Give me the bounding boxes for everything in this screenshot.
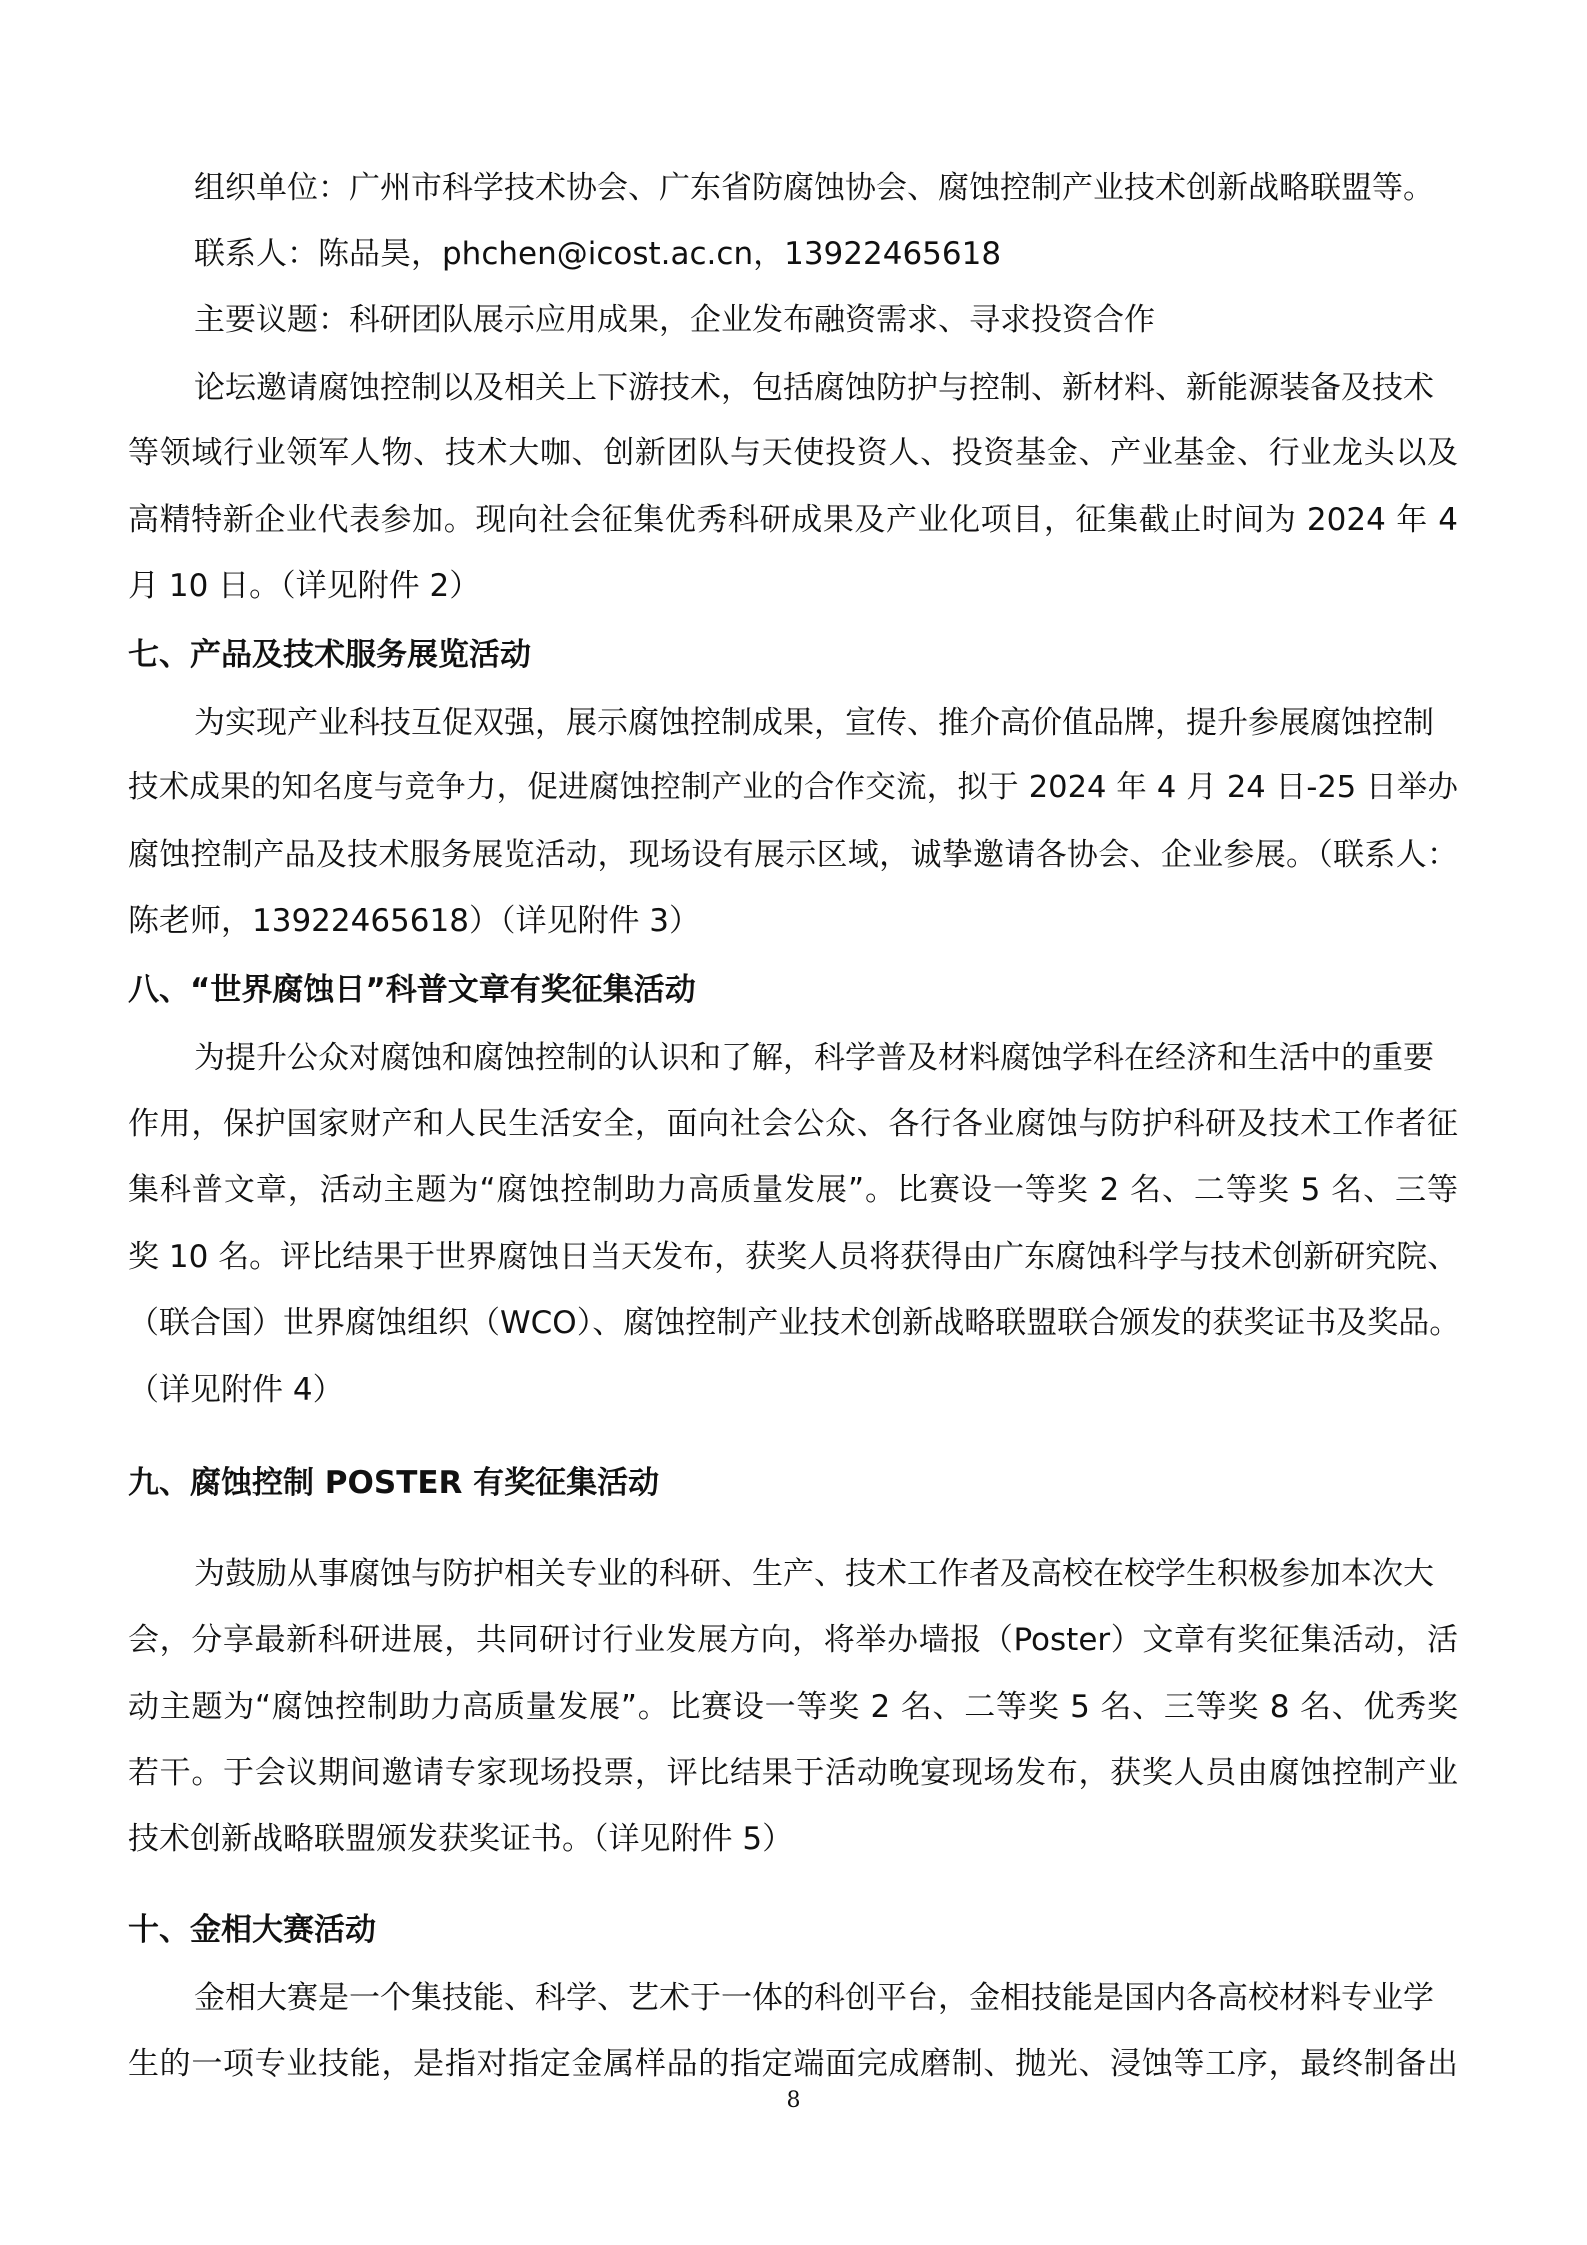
section-heading-8: 八、“世界腐蚀日”科普文章有奖征集活动 bbox=[128, 972, 696, 1008]
paragraph-line: 会，分享最新科研进展，共同研讨行业发展方向，将举办墙报（Poster）文章有奖征集活动，活 bbox=[128, 1622, 1458, 1658]
paragraph-line: （联合国）世界腐蚀组织（WCO）、腐蚀控制产业技术创新战略联盟联合颁发的获奖证书及奖品。 bbox=[128, 1305, 1461, 1341]
paragraph-line: 作用，保护国家财产和人民生活安全，面向社会公众、各行各业腐蚀与防护科研及技术工作者征 bbox=[128, 1106, 1458, 1142]
paragraph-line: 若干。于会议期间邀请专家现场投票，评比结果于活动晚宴现场发布，获奖人员由腐蚀控制产业 bbox=[128, 1755, 1458, 1791]
paragraph-line: 月 10 日。（详见附件 2） bbox=[128, 568, 481, 604]
paragraph-line: 腐蚀控制产品及技术服务展览活动，现场设有展示区域，诚挚邀请各协会、企业参展。（联系人： bbox=[128, 837, 1458, 873]
paragraph-line: 为提升公众对腐蚀和腐蚀控制的认识和了解，科学普及材料腐蚀学科在经济和生活中的重要 bbox=[194, 1040, 1434, 1076]
paragraph-line: 奖 10 名。评比结果于世界腐蚀日当天发布，获奖人员将获得由广东腐蚀科学与技术创新研究院、 bbox=[128, 1239, 1459, 1275]
paragraph-line: （详见附件 4） bbox=[128, 1372, 344, 1408]
section-heading-10: 十、金相大赛活动 bbox=[128, 1912, 376, 1948]
paragraph-line: 高精特新企业代表参加。现向社会征集优秀科研成果及产业化项目，征集截止时间为 2024 年 4 bbox=[128, 502, 1458, 538]
paragraph-line: 集科普文章，活动主题为“腐蚀控制助力高质量发展”。比赛设一等奖 2 名、二等奖 5 名、三等 bbox=[128, 1172, 1458, 1208]
paragraph-line: 论坛邀请腐蚀控制以及相关上下游技术，包括腐蚀防护与控制、新材料、新能源装备及技术 bbox=[194, 370, 1434, 406]
paragraph-line: 技术创新战略联盟颁发获奖证书。（详见附件 5） bbox=[128, 1821, 794, 1857]
section-heading-7: 七、产品及技术服务展览活动 bbox=[128, 637, 531, 673]
page-number: 8 bbox=[786, 2088, 801, 2113]
topic-line: 主要议题：科研团队展示应用成果，企业发布融资需求、寻求投资合作 bbox=[194, 302, 1155, 338]
contact-line: 联系人：陈品昊，phchen@icost.ac.cn，13922465618 bbox=[194, 236, 1002, 272]
paragraph-line: 技术成果的知名度与竞争力，促进腐蚀控制产业的合作交流，拟于 2024 年 4 月 24 日-25 日举办 bbox=[128, 770, 1458, 805]
paragraph-line: 为实现产业科技互促双强，展示腐蚀控制成果，宣传、推介高价值品牌，提升参展腐蚀控制 bbox=[194, 705, 1434, 741]
paragraph-line: 生的一项专业技能，是指对指定金属样品的指定端面完成磨制、抛光、浸蚀等工序，最终制备出 bbox=[128, 2046, 1458, 2082]
organizer-line: 组织单位：广州市科学技术协会、广东省防腐蚀协会、腐蚀控制产业技术创新战略联盟等。 bbox=[194, 170, 1434, 206]
paragraph-line: 为鼓励从事腐蚀与防护相关专业的科研、生产、技术工作者及高校在校学生积极参加本次大 bbox=[194, 1556, 1434, 1592]
section-heading-9: 九、腐蚀控制 POSTER 有奖征集活动 bbox=[128, 1465, 660, 1501]
paragraph-line: 等领域行业领军人物、技术大咖、创新团队与天使投资人、投资基金、产业基金、行业龙头以及 bbox=[128, 435, 1458, 471]
paragraph-line: 陈老师，13922465618）（详见附件 3） bbox=[128, 903, 701, 939]
paragraph-line: 动主题为“腐蚀控制助力高质量发展”。比赛设一等奖 2 名、二等奖 5 名、三等奖 8 名、优秀奖 bbox=[128, 1689, 1458, 1725]
paragraph-line: 金相大赛是一个集技能、科学、艺术于一体的科创平台，金相技能是国内各高校材料专业学 bbox=[194, 1980, 1434, 2016]
